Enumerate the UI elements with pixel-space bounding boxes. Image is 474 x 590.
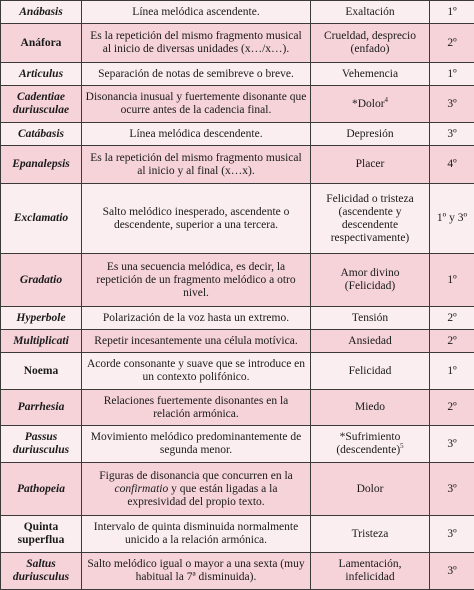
table-row: [1, 63, 474, 86]
figure-mode: 1º: [430, 254, 474, 307]
figure-name: [1, 184, 82, 254]
figure-mode: 4º: [430, 146, 474, 184]
table-row: [1, 516, 474, 553]
figure-mode: 1º: [430, 63, 474, 86]
figure-mode: 2º: [430, 330, 474, 353]
figure-affect: [311, 146, 430, 184]
figure-affect: [311, 184, 430, 254]
affect-text: Crueldad, desprecio (enfado): [324, 30, 416, 55]
affect-text: Dolor: [357, 483, 384, 495]
table-row: [1, 390, 474, 426]
figure-description: Relaciones fuertemente disonantes en la relación armónica.: [82, 390, 311, 426]
figure-name: [1, 86, 82, 123]
affect-text: Placer: [356, 158, 385, 170]
affect-text: *Dolor: [352, 98, 385, 110]
figure-name: [1, 123, 82, 146]
figure-name: [1, 553, 82, 590]
figure-name-line: Hyperbole: [4, 312, 78, 325]
figure-name: [1, 353, 82, 390]
affect-text: Felicidad o tristeza (ascendente y descendente respectivamente): [326, 193, 414, 244]
figure-name: [1, 426, 82, 463]
figure-name: [1, 146, 82, 184]
figure-mode: 3º: [430, 553, 474, 590]
figure-description: Acorde consonante y suave que se introduce en un contexto polifónico.: [82, 353, 311, 390]
figure-affect: [311, 390, 430, 426]
figure-description: Línea melódica descendente.: [82, 123, 311, 146]
figure-name-line: Exclamatio: [4, 212, 78, 225]
affect-text: Felicidad: [349, 365, 392, 377]
figure-name: [1, 63, 82, 86]
affect-text: Ansiedad: [348, 335, 391, 347]
figures-table-body: [1, 1, 474, 590]
affect-text: Lamentación, infelicidad: [339, 558, 402, 583]
table-row: [1, 353, 474, 390]
table-row: [1, 307, 474, 330]
figure-name-line: Gradatio: [4, 274, 78, 287]
table-row: [1, 123, 474, 146]
figure-affect: [311, 516, 430, 553]
description-text: Figuras de disonancia que concurren en la: [99, 470, 293, 482]
figure-name-line: Cadentiae: [4, 91, 78, 104]
figure-name: [1, 390, 82, 426]
figure-affect: [311, 553, 430, 590]
figure-name: [1, 330, 82, 353]
figure-affect: [311, 63, 430, 86]
affect-text: Vehemencia: [342, 68, 398, 80]
footnote-marker: 5: [400, 442, 404, 450]
figure-name-line: superflua: [4, 534, 78, 547]
table-row: [1, 426, 474, 463]
table-row: [1, 146, 474, 184]
description-text: y que están ligadas a la expresividad del propio texto.: [127, 483, 277, 508]
figure-name-line: Parrhesia: [4, 401, 78, 414]
figure-name: [1, 24, 82, 63]
figure-description: [82, 463, 311, 516]
figure-name: [1, 516, 82, 553]
figure-affect: [311, 254, 430, 307]
affect-text: *Sufrimiento (descendente): [336, 431, 400, 456]
figure-affect: [311, 330, 430, 353]
figure-description: Disonancia inusual y fuertemente disonante que ocurre antes de la cadencia final.: [82, 86, 311, 123]
figure-name-line: Quinta: [4, 521, 78, 534]
figure-description: Intervalo de quinta disminuida normalmente unicido a la relación armónica.: [82, 516, 311, 553]
figure-name-line: Saltus: [4, 558, 78, 571]
figure-mode: 3º: [430, 123, 474, 146]
affect-text: Miedo: [355, 401, 385, 413]
figure-description: Separación de notas de semibreve o breve.: [82, 63, 311, 86]
table-row: [1, 184, 474, 254]
figure-name-line: Noema: [4, 365, 78, 378]
affect-text: Amor divino (Felicidad): [340, 267, 399, 292]
affect-text: Depresión: [346, 128, 393, 140]
figure-description: Es la repetición del mismo fragmento musical al inicio y al final (x…x).: [82, 146, 311, 184]
figure-mode: 1º: [430, 1, 474, 24]
figure-description: Polarización de la voz hasta un extremo.: [82, 307, 311, 330]
figure-name-line: Anáfora: [4, 37, 78, 50]
figure-mode: 3º: [430, 463, 474, 516]
figure-mode: 2º: [430, 307, 474, 330]
table-row: [1, 254, 474, 307]
affect-text: Exaltación: [345, 6, 394, 18]
figure-mode: 3º: [430, 426, 474, 463]
figure-affect: [311, 307, 430, 330]
affect-text: Tensión: [352, 312, 388, 324]
figure-affect: [311, 24, 430, 63]
figure-name-line: Passus: [4, 431, 78, 444]
figure-name: [1, 307, 82, 330]
figure-mode: 2º: [430, 390, 474, 426]
figure-mode: 1º: [430, 353, 474, 390]
table-row: [1, 1, 474, 24]
figure-name-line: Catábasis: [4, 128, 78, 141]
figure-affect: [311, 1, 430, 24]
figure-description: Línea melódica ascendente.: [82, 1, 311, 24]
table-row: [1, 553, 474, 590]
figure-name: [1, 1, 82, 24]
figure-description: Salto melódico igual o mayor a una sexta (muy habitual la 7ª disminuida).: [82, 553, 311, 590]
figure-name-line: Anábasis: [4, 6, 78, 19]
figure-affect: [311, 353, 430, 390]
figure-mode: 2º: [430, 24, 474, 63]
figure-name: [1, 463, 82, 516]
table-row: [1, 86, 474, 123]
figure-affect: [311, 86, 430, 123]
figure-affect: [311, 123, 430, 146]
figure-mode: 1º y 3º: [430, 184, 474, 254]
figure-name-line: Multiplicati: [4, 335, 78, 348]
figure-name: [1, 254, 82, 307]
figure-affect: [311, 426, 430, 463]
figure-name-line: duriusculus: [4, 444, 78, 457]
figure-mode: 3º: [430, 86, 474, 123]
figure-name-line: Epanalepsis: [4, 158, 78, 171]
figure-name-line: Articulus: [4, 68, 78, 81]
figure-description: Salto melódico inesperado, ascendente o descendente, superior a una tercera.: [82, 184, 311, 254]
figure-description: Movimiento melódico predominantemente de segunda menor.: [82, 426, 311, 463]
figure-name-line: duriusculae: [4, 104, 78, 117]
table-row: [1, 463, 474, 516]
figure-affect: [311, 463, 430, 516]
description-italic-term: confirmatio: [115, 483, 169, 495]
figure-description: Es la repetición del mismo fragmento musical al inicio de diversas unidades (x…/x…).: [82, 24, 311, 63]
figure-description: Es una secuencia melódica, es decir, la repetición de un fragmento melódico a otro nivel.: [82, 254, 311, 307]
figure-name-line: Pathopeia: [4, 483, 78, 496]
figure-description: Repetir incesantemente una célula motívica.: [82, 330, 311, 353]
table-row: [1, 24, 474, 63]
table-row: [1, 330, 474, 353]
figure-mode: 3º: [430, 516, 474, 553]
figure-name-line: duriusculus: [4, 571, 78, 584]
footnote-marker: 4: [385, 96, 389, 104]
affect-text: Tristeza: [352, 528, 389, 540]
